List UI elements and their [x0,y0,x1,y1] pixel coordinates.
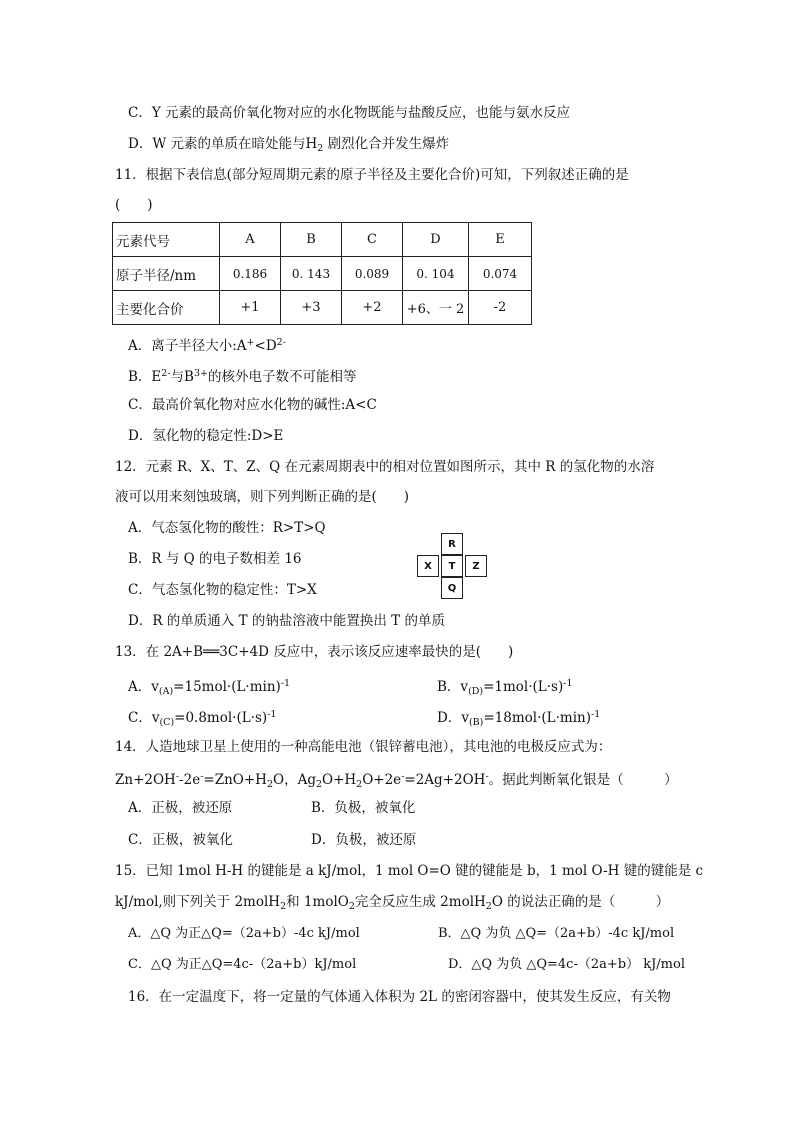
q15-stem-line2: kJ/mol,则下列关于 2molH$_2$和 1molO$_2$完全反应生成 2molH$_2$O 的说法正确的是（ ） [115,894,670,912]
q15-option-c: C．△Q 为正△Q=4c-（2a+b）kJ/mol [128,957,357,972]
q15-option-d: D．△Q 为负 △Q=4c-（2a+b） kJ/mol [448,957,685,972]
q12-option-c: C．气态氢化物的稳定性：T>X [128,582,317,598]
cell-z: Z [465,555,487,577]
q13-option-d: D．$v_{(B)}=18mol\cdot(L\cdot\min)^{-1}$ [437,709,601,728]
q15-option-a: A．△Q 为正△Q=（2a+b）-4c kJ/mol [128,926,360,941]
table-header-cell: 元素代号 [113,223,220,257]
table-cell: 0.074 [469,257,532,291]
q10-option-c: C．Y 元素的最高价氧化物对应的水化物既能与盐酸反应，也能与氨水反应 [128,105,571,121]
q11-option-d: D．氢化物的稳定性:D>E [128,428,284,444]
q13-stem: 13．在 2A+B══3C+4D 反应中，表示该反应速率最快的是( ) [115,644,514,660]
table-header-cell: B [281,223,342,257]
table-row [113,223,532,257]
table-header-cell: D [403,223,469,257]
q15-option-b: B．△Q 为负 △Q=（2a+b）-4c kJ/mol [438,926,675,941]
cell-t: T [441,555,463,577]
q16-stem: 16．在一定温度下，将一定量的气体通入体积为 2L 的密闭容器中，使其发生反应，有关物 [128,989,671,1005]
table-cell: -2 [469,291,532,325]
element-table [112,222,532,325]
q11-option-a: A．离子半径大小$:A^+<D^{2-}$ [128,337,286,354]
q12-option-b: B．R 与 Q 的电子数相差 16 [128,551,302,567]
table-row [113,257,532,291]
q11-option-b: B．$E^{2-}$与$B^{3+}$的核外电子数不可能相等 [128,368,357,385]
table-cell: 0. 143 [281,257,342,291]
table-cell: +2 [342,291,403,325]
q14-option-a: A．正极，被还原 [128,800,233,816]
q11-answer-paren: ( ) [115,197,153,213]
q14-equation: $Zn+2OH^--2e^-=ZnO+H_2O$，$Ag_2O+H_2O+2e^-=2Ag+2OH^-$。据此判断氧化银是（ ） [115,771,678,790]
q15-stem-line1: 15．已知 1mol H-H 的键能是 a kJ/mol，1 mol O=O 键的键能是 b，1 mol O-H 键的键能是 c [115,863,704,879]
table-row [113,291,532,325]
q12-option-d: D．R 的单质通入 T 的钠盐溶液中能置换出 T 的单质 [128,613,445,629]
cell-r: R [441,533,463,555]
table-row-label: 原子半径/nm [113,257,220,291]
table-cell: 0.089 [342,257,403,291]
q12-option-a: A．气态氢化物的酸性：R>T>Q [128,520,326,536]
q13-option-c: C．$v_{(C)}=0.8mol\cdot(L\cdot s)^{-1}$ [128,709,277,728]
q14-option-b: B．负极，被氧化 [311,800,416,816]
table-cell: +3 [281,291,342,325]
q10-option-d: D．W 元素的单质在暗处能与$H_2$ 剧烈化合并发生爆炸 [128,136,450,154]
q13-option-b: B．$v_{(D)}=1mol\cdot(L\cdot s)^{-1}$ [437,678,573,697]
q14-option-c: C．正极，被氧化 [128,832,233,848]
table-header-cell: E [469,223,532,257]
q14-option-d: D．负极，被还原 [311,832,417,848]
table-cell: +6、一 2 [403,291,469,325]
q12-stem-line2: 液可以用来刻蚀玻璃，则下列判断正确的是( ) [115,489,410,505]
table-row-label: 主要化合价 [113,291,220,325]
q11-stem: 11．根据下表信息(部分短周期元素的原子半径及主要化合价)可知，下列叙述正确的是 [115,167,629,183]
table-cell: +1 [220,291,281,325]
table-header-cell: A [220,223,281,257]
q14-stem-line1: 14．人造地球卫星上使用的一种高能电池（银锌蓄电池），其电池的电极反应式为： [115,739,612,755]
cell-q: Q [441,577,463,599]
periodic-position-diagram [417,533,489,605]
cell-x: X [417,555,439,577]
q13-option-a: A．$v_{(A)}=15mol\cdot(L\cdot\min)^{-1}$ [128,678,291,697]
q11-option-c: C．最高价氧化物对应水化物的碱性:A<C [128,397,377,413]
table-header-cell: C [342,223,403,257]
q12-stem-line1: 12．元素 R、X、T、Z、Q 在元素周期表中的相对位置如图所示，其中 R 的氢化物的水溶 [115,459,655,475]
table-cell: 0. 104 [403,257,469,291]
table-cell: 0.186 [220,257,281,291]
